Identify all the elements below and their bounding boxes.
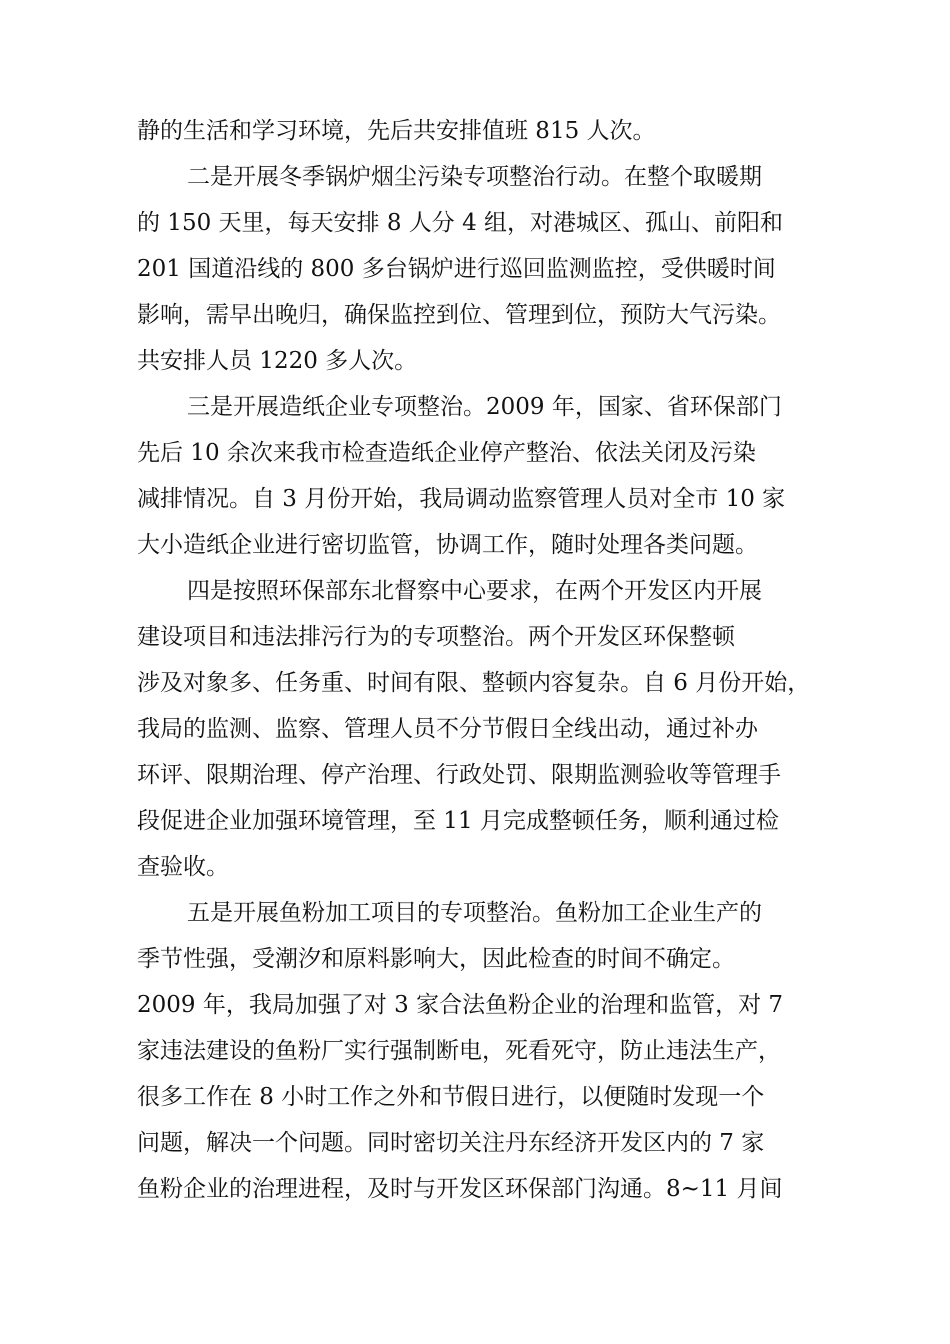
text-line: 大小造纸企业进行密切监管，协调工作，随时处理各类问题。 [137, 532, 758, 558]
paragraph-start-line: 三是开展造纸企业专项整治。2009 年，国家、省环保部门 [187, 394, 782, 420]
paragraph-start-line: 四是按照环保部东北督察中心要求，在两个开发区内开展 [187, 578, 762, 604]
text-line: 影响，需早出晚归，确保监控到位、管理到位，预防大气污染。 [137, 302, 781, 328]
text-line: 鱼粉企业的治理进程，及时与开发区环保部门沟通。8~11 月间 [137, 1176, 783, 1202]
text-line: 的 150 天里，每天安排 8 人分 4 组，对港城区、孤山、前阳和 [137, 210, 784, 236]
text-line: 季节性强，受潮汐和原料影响大，因此检查的时间不确定。 [137, 946, 735, 972]
text-line: 段促进企业加强环境管理，至 11 月完成整顿任务，顺利通过检 [137, 808, 779, 834]
paragraph-start-line: 五是开展鱼粉加工项目的专项整治。鱼粉加工企业生产的 [187, 900, 762, 926]
text-line: 先后 10 余次来我市检查造纸企业停产整治、依法关闭及污染 [137, 440, 756, 466]
text-line: 很多工作在 8 小时工作之外和节假日进行，以便随时发现一个 [137, 1084, 765, 1110]
text-line: 共安排人员 1220 多人次。 [137, 348, 418, 374]
text-line: 问题，解决一个问题。同时密切关注丹东经济开发区内的 7 家 [137, 1130, 765, 1156]
text-line: 涉及对象多、任务重、时间有限、整顿内容复杂。自 6 月份开始， [137, 670, 811, 696]
paragraph-start-line: 二是开展冬季锅炉烟尘污染专项整治行动。在整个取暖期 [187, 164, 762, 190]
text-line: 2009 年，我局加强了对 3 家合法鱼粉企业的治理和监管，对 7 [137, 992, 784, 1018]
text-line: 减排情况。自 3 月份开始，我局调动监察管理人员对全市 10 家 [137, 486, 786, 512]
text-line: 201 国道沿线的 800 多台锅炉进行巡回监测监控，受供暖时间 [137, 256, 776, 282]
text-line: 查验收。 [137, 854, 229, 880]
text-line: 环评、限期治理、停产治理、行政处罚、限期监测验收等管理手 [137, 762, 781, 788]
text-line: 建设项目和违法排污行为的专项整治。两个开发区环保整顿 [137, 624, 735, 650]
body-text [137, 108, 827, 1212]
text-line: 静的生活和学习环境，先后共安排值班 815 人次。 [137, 118, 656, 144]
text-line: 我局的监测、监察、管理人员不分节假日全线出动，通过补办 [137, 716, 758, 742]
text-line: 家违法建设的鱼粉厂实行强制断电，死看死守，防止违法生产， [137, 1038, 781, 1064]
